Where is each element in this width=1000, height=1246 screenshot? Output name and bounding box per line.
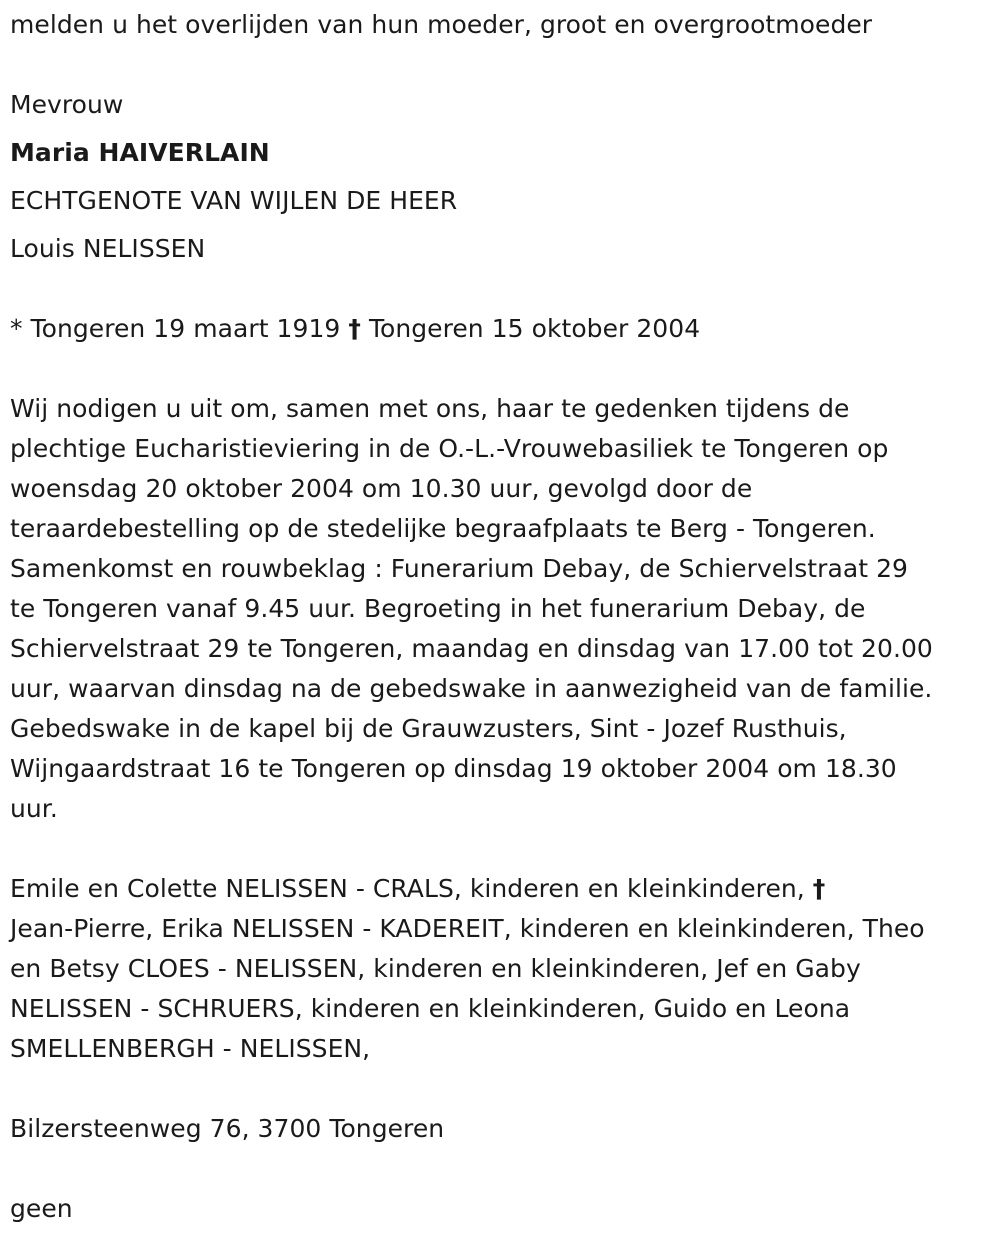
family-line-text: Emile en Colette NELISSEN - CRALS, kinderen en kleinkinderen,	[10, 874, 805, 903]
spouse-name: Louis NELISSEN	[10, 234, 206, 263]
closing-text: geen	[10, 1194, 73, 1223]
ceremony-paragraph	[10, 389, 933, 829]
ceremony-line: Wij nodigen u uit om, samen met ons, haar te gedenken tijdens de	[10, 394, 850, 423]
ceremony-line: uur.	[10, 794, 58, 823]
intro-text: melden u het overlijden van hun moeder, groot en overgrootmoeder	[10, 10, 873, 39]
cross-icon: †	[812, 874, 826, 903]
address: Bilzersteenweg 76, 3700 Tongeren	[10, 1114, 445, 1143]
birth-info: * Tongeren 19 maart 1919	[10, 314, 341, 343]
ceremony-line: teraardebestelling op de stedelijke begraafplaats te Berg - Tongeren.	[10, 514, 876, 543]
life-dates	[10, 309, 700, 349]
ceremony-line: Samenkomst en rouwbeklag : Funerarium Debay, de Schiervelstraat 29	[10, 554, 908, 583]
spouse-title: ECHTGENOTE VAN WIJLEN DE HEER	[10, 186, 458, 215]
ceremony-line: te Tongeren vanaf 9.45 uur. Begroeting in het funerarium Debay, de	[10, 594, 866, 623]
cross-icon: †	[348, 314, 361, 343]
death-info: Tongeren 15 oktober 2004	[368, 314, 701, 343]
family-line: Jean-Pierre, Erika NELISSEN - KADEREIT, kinderen en kleinkinderen, Theo	[10, 914, 925, 943]
salutation: Mevrouw	[10, 90, 124, 119]
family-line	[10, 869, 925, 909]
family-line: en Betsy CLOES - NELISSEN, kinderen en kleinkinderen, Jef en Gaby	[10, 954, 861, 983]
ceremony-line: uur, waarvan dinsdag na de gebedswake in aanwezigheid van de familie.	[10, 674, 933, 703]
ceremony-line: woensdag 20 oktober 2004 om 10.30 uur, gevolgd door de	[10, 474, 753, 503]
ceremony-line: Wijngaardstraat 16 te Tongeren op dinsdag 19 oktober 2004 om 18.30	[10, 754, 897, 783]
family-line: NELISSEN - SCHRUERS, kinderen en kleinkinderen, Guido en Leona	[10, 994, 851, 1023]
ceremony-line: Schiervelstraat 29 te Tongeren, maandag en dinsdag van 17.00 tot 20.00	[10, 634, 933, 663]
deceased-name: Maria HAIVERLAIN	[10, 138, 270, 167]
family-line: SMELLENBERGH - NELISSEN,	[10, 1034, 371, 1063]
ceremony-line: plechtige Eucharistieviering in de O.-L.-Vrouwebasiliek te Tongeren op	[10, 434, 889, 463]
ceremony-line: Gebedswake in de kapel bij de Grauwzusters, Sint - Jozef Rusthuis,	[10, 714, 847, 743]
family-paragraph	[10, 869, 925, 1069]
